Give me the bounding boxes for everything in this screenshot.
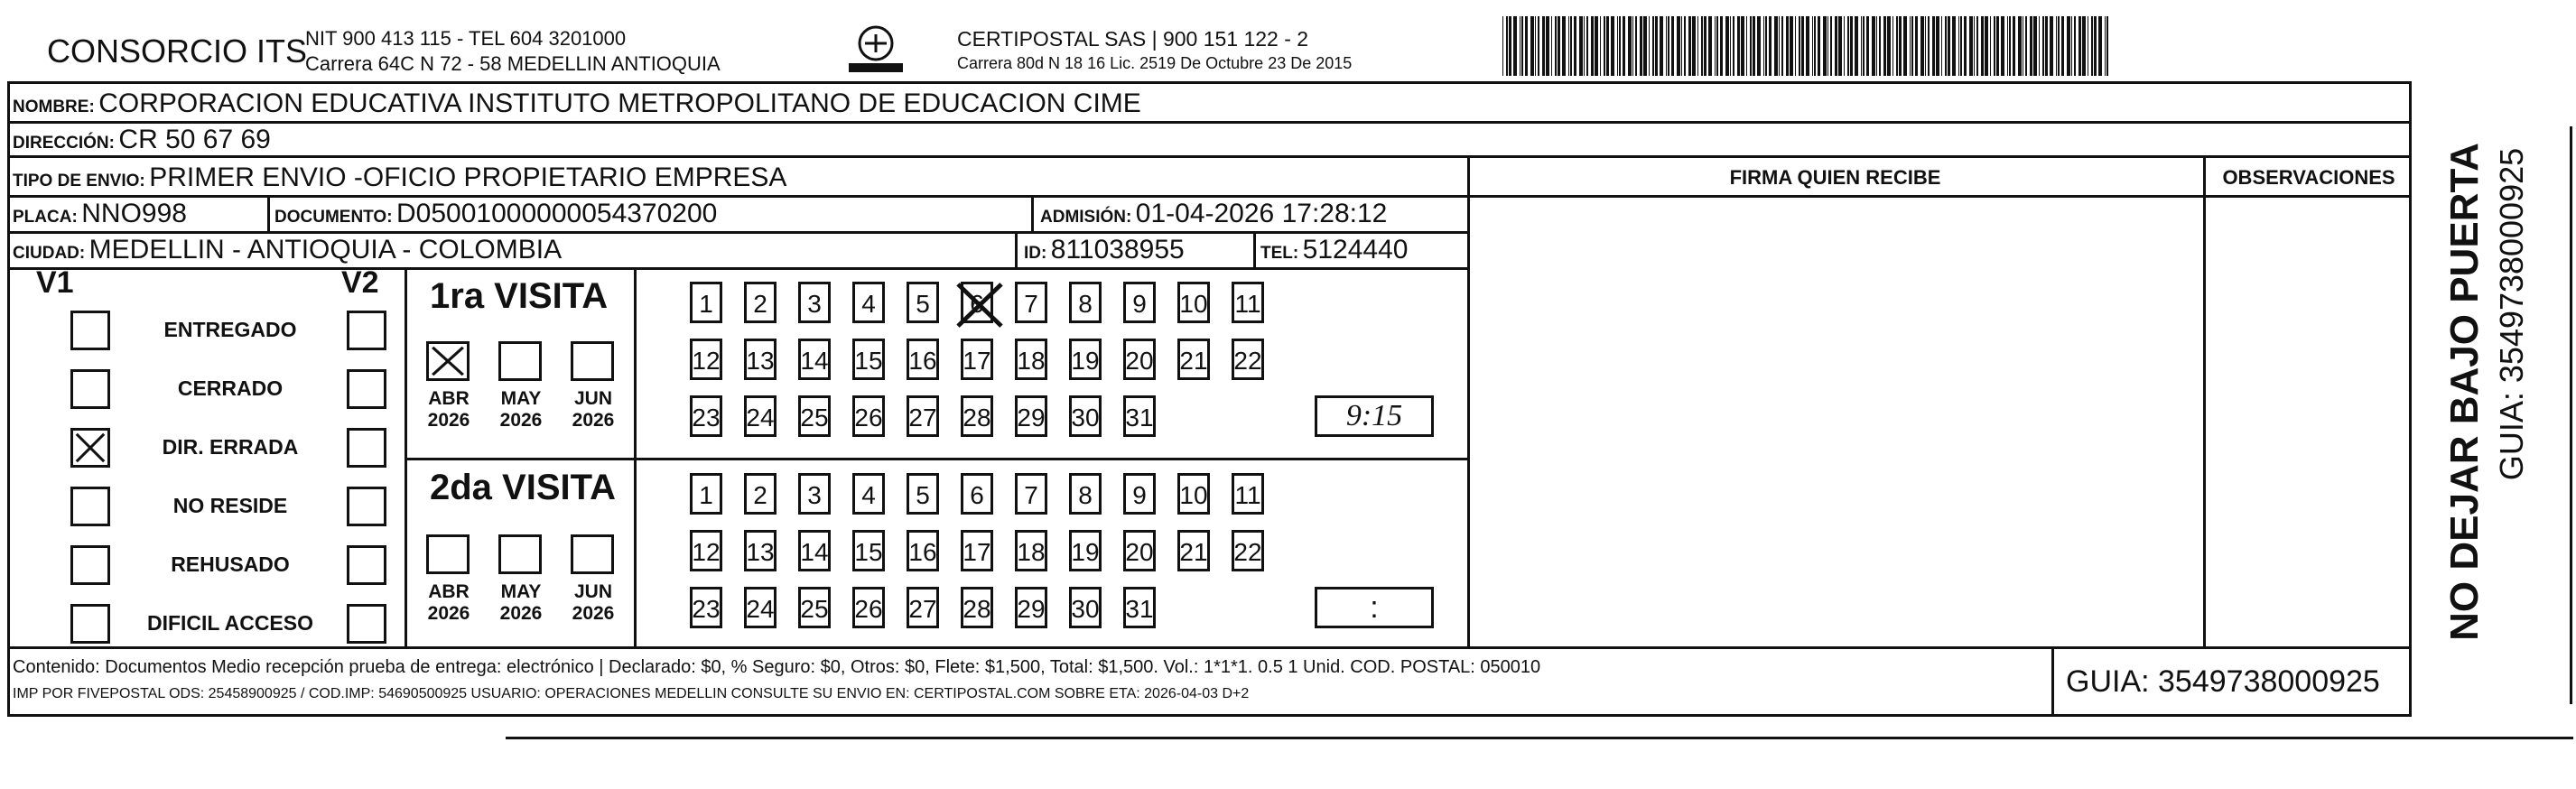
day-checkbox[interactable]: 6 [961,473,993,515]
carrier-line1: CERTIPOSTAL SAS | 900 151 122 - 2 [957,27,1309,51]
day-checkbox[interactable]: 2 [744,473,777,515]
month-label: ABR 2026 [427,388,470,431]
status-label: DIR. ERRADA [162,435,299,459]
day-checkbox[interactable]: 8 [1069,282,1102,323]
x-mark-icon [953,279,1007,331]
month-checkbox[interactable] [498,534,542,574]
ciudad-label: CIUDAD: [13,244,86,263]
day-checkbox[interactable]: 9 [1123,282,1156,323]
day-checkbox[interactable]: 2 [744,282,777,323]
day-checkbox[interactable]: 6 [961,282,993,323]
side-guia: GUIA: 3549738000925 [2493,147,2530,481]
nombre-row [13,88,1141,119]
day-checkbox[interactable]: 26 [852,587,885,628]
barcode [1502,16,2225,76]
month-label: JUN 2026 [572,581,615,624]
day-checkbox[interactable]: 31 [1123,587,1156,628]
day-checkbox[interactable]: 19 [1069,339,1102,380]
day-checkbox[interactable]: 18 [1015,339,1047,380]
status-label: CERRADO [177,376,284,400]
day-checkbox[interactable]: 24 [744,395,777,437]
tipo-label: TIPO DE ENVIO: [13,172,145,190]
month-label: MAY 2026 [499,581,543,624]
documento-label: DOCUMENTO: [274,208,393,227]
day-checkbox[interactable]: 20 [1123,339,1156,380]
status-label: ENTREGADO [163,318,297,341]
day-checkbox[interactable]: 16 [907,339,939,380]
admision-value: 01-04-2026 17:28:12 [1135,199,1388,228]
side-warning: NO DEJAR BAJO PUERTA [2442,143,2487,641]
day-checkbox[interactable]: 5 [907,282,939,323]
month-label: JUN 2026 [572,388,615,431]
day-checkbox[interactable]: 7 [1015,282,1047,323]
ciudad-row [13,235,562,265]
logo-icon [840,23,912,78]
month-label: MAY 2026 [499,388,543,431]
v2-checkbox[interactable] [347,428,386,468]
day-checkbox[interactable]: 27 [907,587,939,628]
day-checkbox[interactable]: 24 [744,587,777,628]
day-checkbox[interactable]: 15 [852,530,885,571]
id-label: ID: [1024,244,1047,263]
day-checkbox[interactable]: 10 [1177,282,1210,323]
time-field[interactable]: : [1315,587,1434,628]
day-checkbox[interactable]: 7 [1015,473,1047,515]
footer-guia: GUIA: 3549738000925 [2066,664,2380,699]
day-checkbox[interactable]: 26 [852,395,885,437]
day-checkbox[interactable]: 1 [690,473,722,515]
tipo-value: PRIMER ENVIO -OFICIO PROPIETARIO EMPRESA [149,162,787,192]
certipostal-logo [840,23,912,78]
day-checkbox[interactable]: 28 [961,587,993,628]
observaciones-header: OBSERVACIONES [2222,166,2395,189]
month-checkbox[interactable] [426,534,470,574]
day-checkbox[interactable]: 11 [1232,473,1264,515]
imp-text: IMP POR FIVEPOSTAL ODS: 25458900925 / COD.IMP: 54690500925 USUARIO: OPERACIONES MEDELLIN CONSULTE SU ENVIO EN: CERTIPOSTAL.COM SOBRE ETA: 2026-04-03 D+2 [13,686,1250,701]
status-label: REHUSADO [171,552,290,576]
first-visit-title: 1ra VISITA [430,276,609,316]
day-checkbox[interactable]: 14 [798,339,831,380]
company-info-line1: NIT 900 413 115 - TEL 604 3201000 [305,27,627,50]
day-checkbox[interactable]: 30 [1069,587,1102,628]
day-checkbox[interactable]: 21 [1177,339,1210,380]
day-checkbox[interactable]: 22 [1232,339,1264,380]
second-visit-title: 2da VISITA [430,468,616,507]
id-row [1024,235,1185,265]
tel-row [1260,235,1408,265]
day-checkbox[interactable]: 15 [852,339,885,380]
day-checkbox[interactable]: 25 [798,395,831,437]
day-checkbox[interactable]: 10 [1177,473,1210,515]
day-checkbox[interactable]: 23 [690,587,722,628]
month-checkbox[interactable] [571,534,614,574]
month-checkbox[interactable] [426,341,470,381]
day-checkbox[interactable]: 25 [798,587,831,628]
company-name: CONSORCIO ITS [47,32,308,70]
day-checkbox[interactable]: 28 [961,395,993,437]
day-checkbox[interactable]: 17 [961,530,993,571]
v2-label: V2 [341,265,379,300]
v2-checkbox[interactable] [347,369,386,409]
documento-row [274,199,717,229]
day-checkbox[interactable]: 3 [798,282,831,323]
day-checkbox[interactable]: 23 [690,395,722,437]
day-checkbox[interactable]: 13 [744,530,777,571]
day-checkbox[interactable]: 9 [1123,473,1156,515]
carrier-line2: Carrera 80d N 18 16 Lic. 2519 De Octubre 23 De 2015 [957,54,1353,72]
v2-checkbox[interactable] [347,487,386,526]
day-checkbox[interactable]: 5 [907,473,939,515]
firma-header: FIRMA QUIEN RECIBE [1729,166,1941,189]
ciudad-value: MEDELLIN - ANTIOQUIA - COLOMBIA [88,235,563,265]
id-value: 811038955 [1050,235,1185,265]
tel-label: TEL: [1260,244,1299,263]
v2-checkbox[interactable] [347,604,386,644]
placa-row [13,199,187,229]
nombre-label: NOMBRE: [13,97,95,116]
day-checkbox[interactable]: 31 [1123,395,1156,437]
status-label: DIFICIL ACCESO [146,611,313,635]
day-checkbox[interactable]: 12 [690,339,722,380]
day-checkbox[interactable]: 4 [852,282,885,323]
day-checkbox[interactable]: 30 [1069,395,1102,437]
direccion-value: CR 50 67 69 [118,125,271,154]
day-checkbox[interactable]: 14 [798,530,831,571]
day-checkbox[interactable]: 17 [961,339,993,380]
day-checkbox[interactable]: 27 [907,395,939,437]
v2-checkbox[interactable] [347,545,386,585]
direccion-row [13,125,271,155]
status-label: NO RESIDE [172,494,288,517]
admision-label: ADMISIÓN: [1040,208,1132,227]
day-checkbox[interactable]: 16 [907,530,939,571]
direccion-label: DIRECCIÓN: [13,134,115,153]
day-checkbox[interactable]: 18 [1015,530,1047,571]
observations-area[interactable] [2206,198,2412,646]
admision-row [1040,199,1387,229]
nombre-value: CORPORACION EDUCATIVA INSTITUTO METROPOLITANO DE EDUCACION CIME [98,88,1141,118]
x-mark-icon [429,344,467,378]
contenido-text: Contenido: Documentos Medio recepción prueba de entrega: electrónico | Declarado: $0, % Seguro: $0, Otros: $0, Flete: $1,500, Total: $1,500. Vol.: 1*1*1. 0.5 1 Unid. COD. POSTAL: 050010 [13,657,1541,677]
documento-value: D05001000000054370200 [396,199,718,228]
day-checkbox[interactable]: 4 [852,473,885,515]
day-checkbox[interactable]: 11 [1232,282,1264,323]
day-checkbox[interactable]: 19 [1069,530,1102,571]
day-checkbox[interactable]: 29 [1015,395,1047,437]
month-checkbox[interactable] [571,341,614,381]
day-x-mark [953,279,1007,331]
day-checkbox[interactable]: 29 [1015,587,1047,628]
day-checkbox[interactable]: 3 [798,473,831,515]
month-checkbox[interactable] [498,341,542,381]
day-checkbox[interactable]: 1 [690,282,722,323]
tel-value: 5124440 [1302,235,1409,265]
placa-value: NNO998 [81,199,187,228]
placa-label: PLACA: [13,208,78,227]
day-checkbox[interactable]: 13 [744,339,777,380]
day-checkbox[interactable]: 12 [690,530,722,571]
month-label: ABR 2026 [427,581,470,624]
day-checkbox[interactable]: 20 [1123,530,1156,571]
signature-area[interactable] [1470,198,2203,646]
time-field[interactable]: 9:15 [1315,395,1434,437]
day-checkbox[interactable]: 21 [1177,530,1210,571]
v2-checkbox[interactable] [347,311,386,350]
v1-label: V1 [36,265,74,300]
company-info-line2: Carrera 64C N 72 - 58 MEDELLIN ANTIOQUIA [305,52,721,75]
tipo-row [13,162,786,193]
day-checkbox[interactable]: 8 [1069,473,1102,515]
day-checkbox[interactable]: 22 [1232,530,1264,571]
